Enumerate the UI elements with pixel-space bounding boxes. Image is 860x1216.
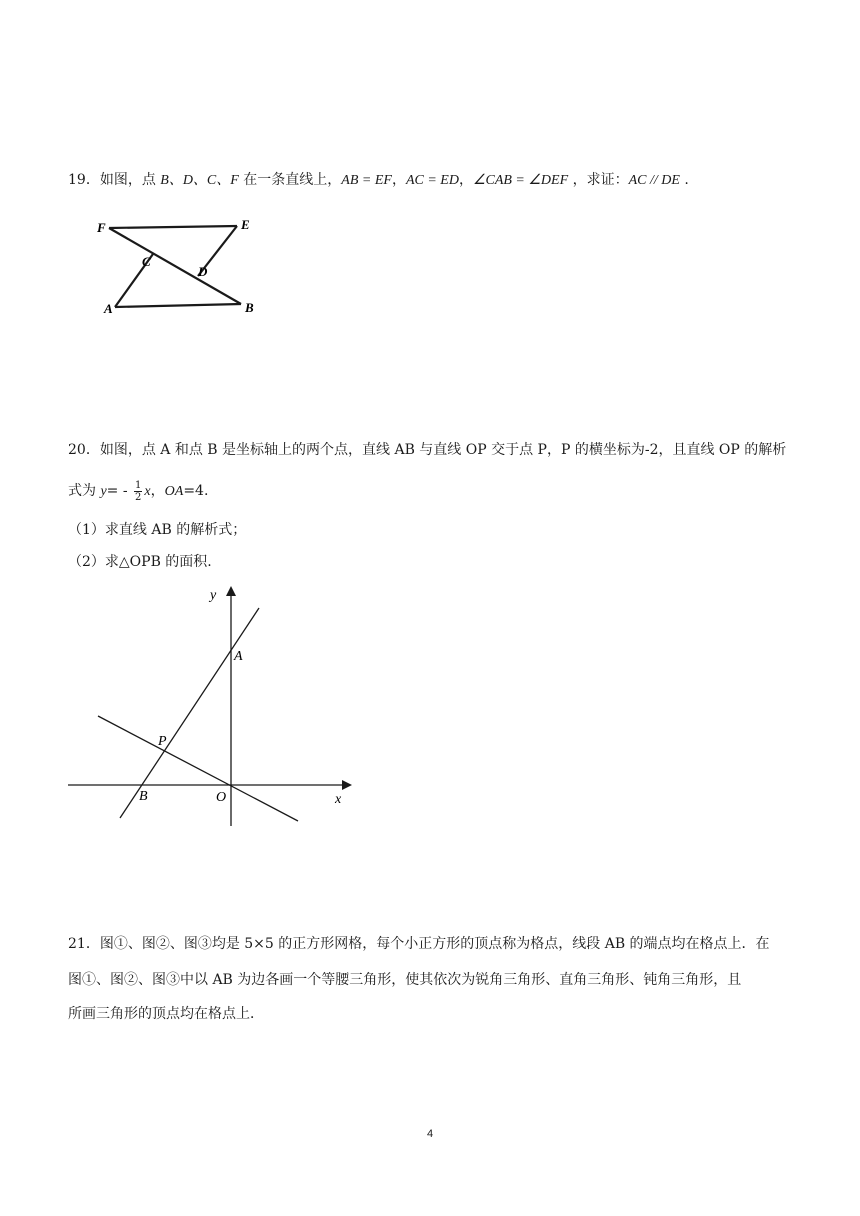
q19-text-a: 19．如图，点 <box>68 172 161 188</box>
q19-figure <box>95 212 265 317</box>
q20-eq: = - <box>106 483 133 499</box>
label-B: B <box>139 789 148 804</box>
segment-AB <box>115 304 241 307</box>
q19-figure-lines <box>109 226 241 307</box>
q19-conclusion: AC // DE <box>628 173 680 188</box>
y-axis-arrow <box>226 586 236 596</box>
q20-figure-lines <box>68 594 342 826</box>
label-A: A <box>104 301 113 316</box>
q20-sub2: （2）求△OPB 的面积. <box>68 554 212 570</box>
line-AB <box>120 608 259 818</box>
segment-FB <box>109 228 241 304</box>
q20-line2-a: 式为 <box>68 483 101 499</box>
q20-x: x <box>144 484 151 499</box>
q21-line3: 所画三角形的顶点均在格点上． <box>68 1006 264 1022</box>
q19-comma1: ， <box>391 172 406 188</box>
label-B: B <box>245 300 254 315</box>
q20-figure <box>60 582 360 832</box>
label-O: O <box>216 790 227 805</box>
q20-fraction <box>134 480 142 503</box>
q19-cond3: ∠CAB = ∠DEF <box>472 173 569 188</box>
q19-text-c: ，求证： <box>568 172 629 188</box>
label-y: y <box>210 588 217 603</box>
q20-line1: 20．如图，点 A 和点 B 是坐标轴上的两个点，直线 AB 与直线 OP 交于点 P，P 的横坐标为-2，且直线 OP 的解析 <box>68 442 787 458</box>
q20-oa: OA <box>164 484 184 499</box>
q20-line2 <box>68 478 208 505</box>
label-C: C <box>142 254 151 269</box>
q20-line2-c: =4. <box>183 483 209 499</box>
segment-FE <box>109 226 237 228</box>
page-number: 4 <box>426 1128 434 1140</box>
label-P: P <box>158 734 167 749</box>
fraction-numerator: 1 <box>135 479 142 491</box>
q19-text-b: 在一条直线上， <box>238 172 342 188</box>
label-D: D <box>198 264 208 279</box>
q19-comma2: ， <box>458 172 473 188</box>
q19-period: . <box>679 172 689 188</box>
x-axis-arrow <box>342 780 352 790</box>
fraction-denominator: 2 <box>135 491 142 503</box>
q19-points: B、D、C、F <box>160 173 239 188</box>
label-x: x <box>335 792 342 807</box>
label-F: F <box>97 220 106 235</box>
q19-cond1: AB = EF <box>341 173 392 188</box>
q19-cond2: AC = ED <box>405 173 459 188</box>
label-E: E <box>241 217 250 232</box>
q20-line2-b: ， <box>150 483 165 499</box>
q20-y: y <box>100 484 107 499</box>
q21-line2: 图①、图②、图③中以 AB 为边各画一个等腰三角形，使其依次为锐角三角形、直角三角形、钝角三角形，且 <box>68 972 742 988</box>
q21-line1: 21．图①、图②、图③均是 5×5 的正方形网格，每个小正方形的顶点称为格点，线段 AB 的端点均在格点上．在 <box>68 936 770 952</box>
q20-sub1: （1）求直线 AB 的解析式； <box>68 522 247 538</box>
label-A: A <box>234 649 243 664</box>
q19-statement <box>68 170 689 191</box>
